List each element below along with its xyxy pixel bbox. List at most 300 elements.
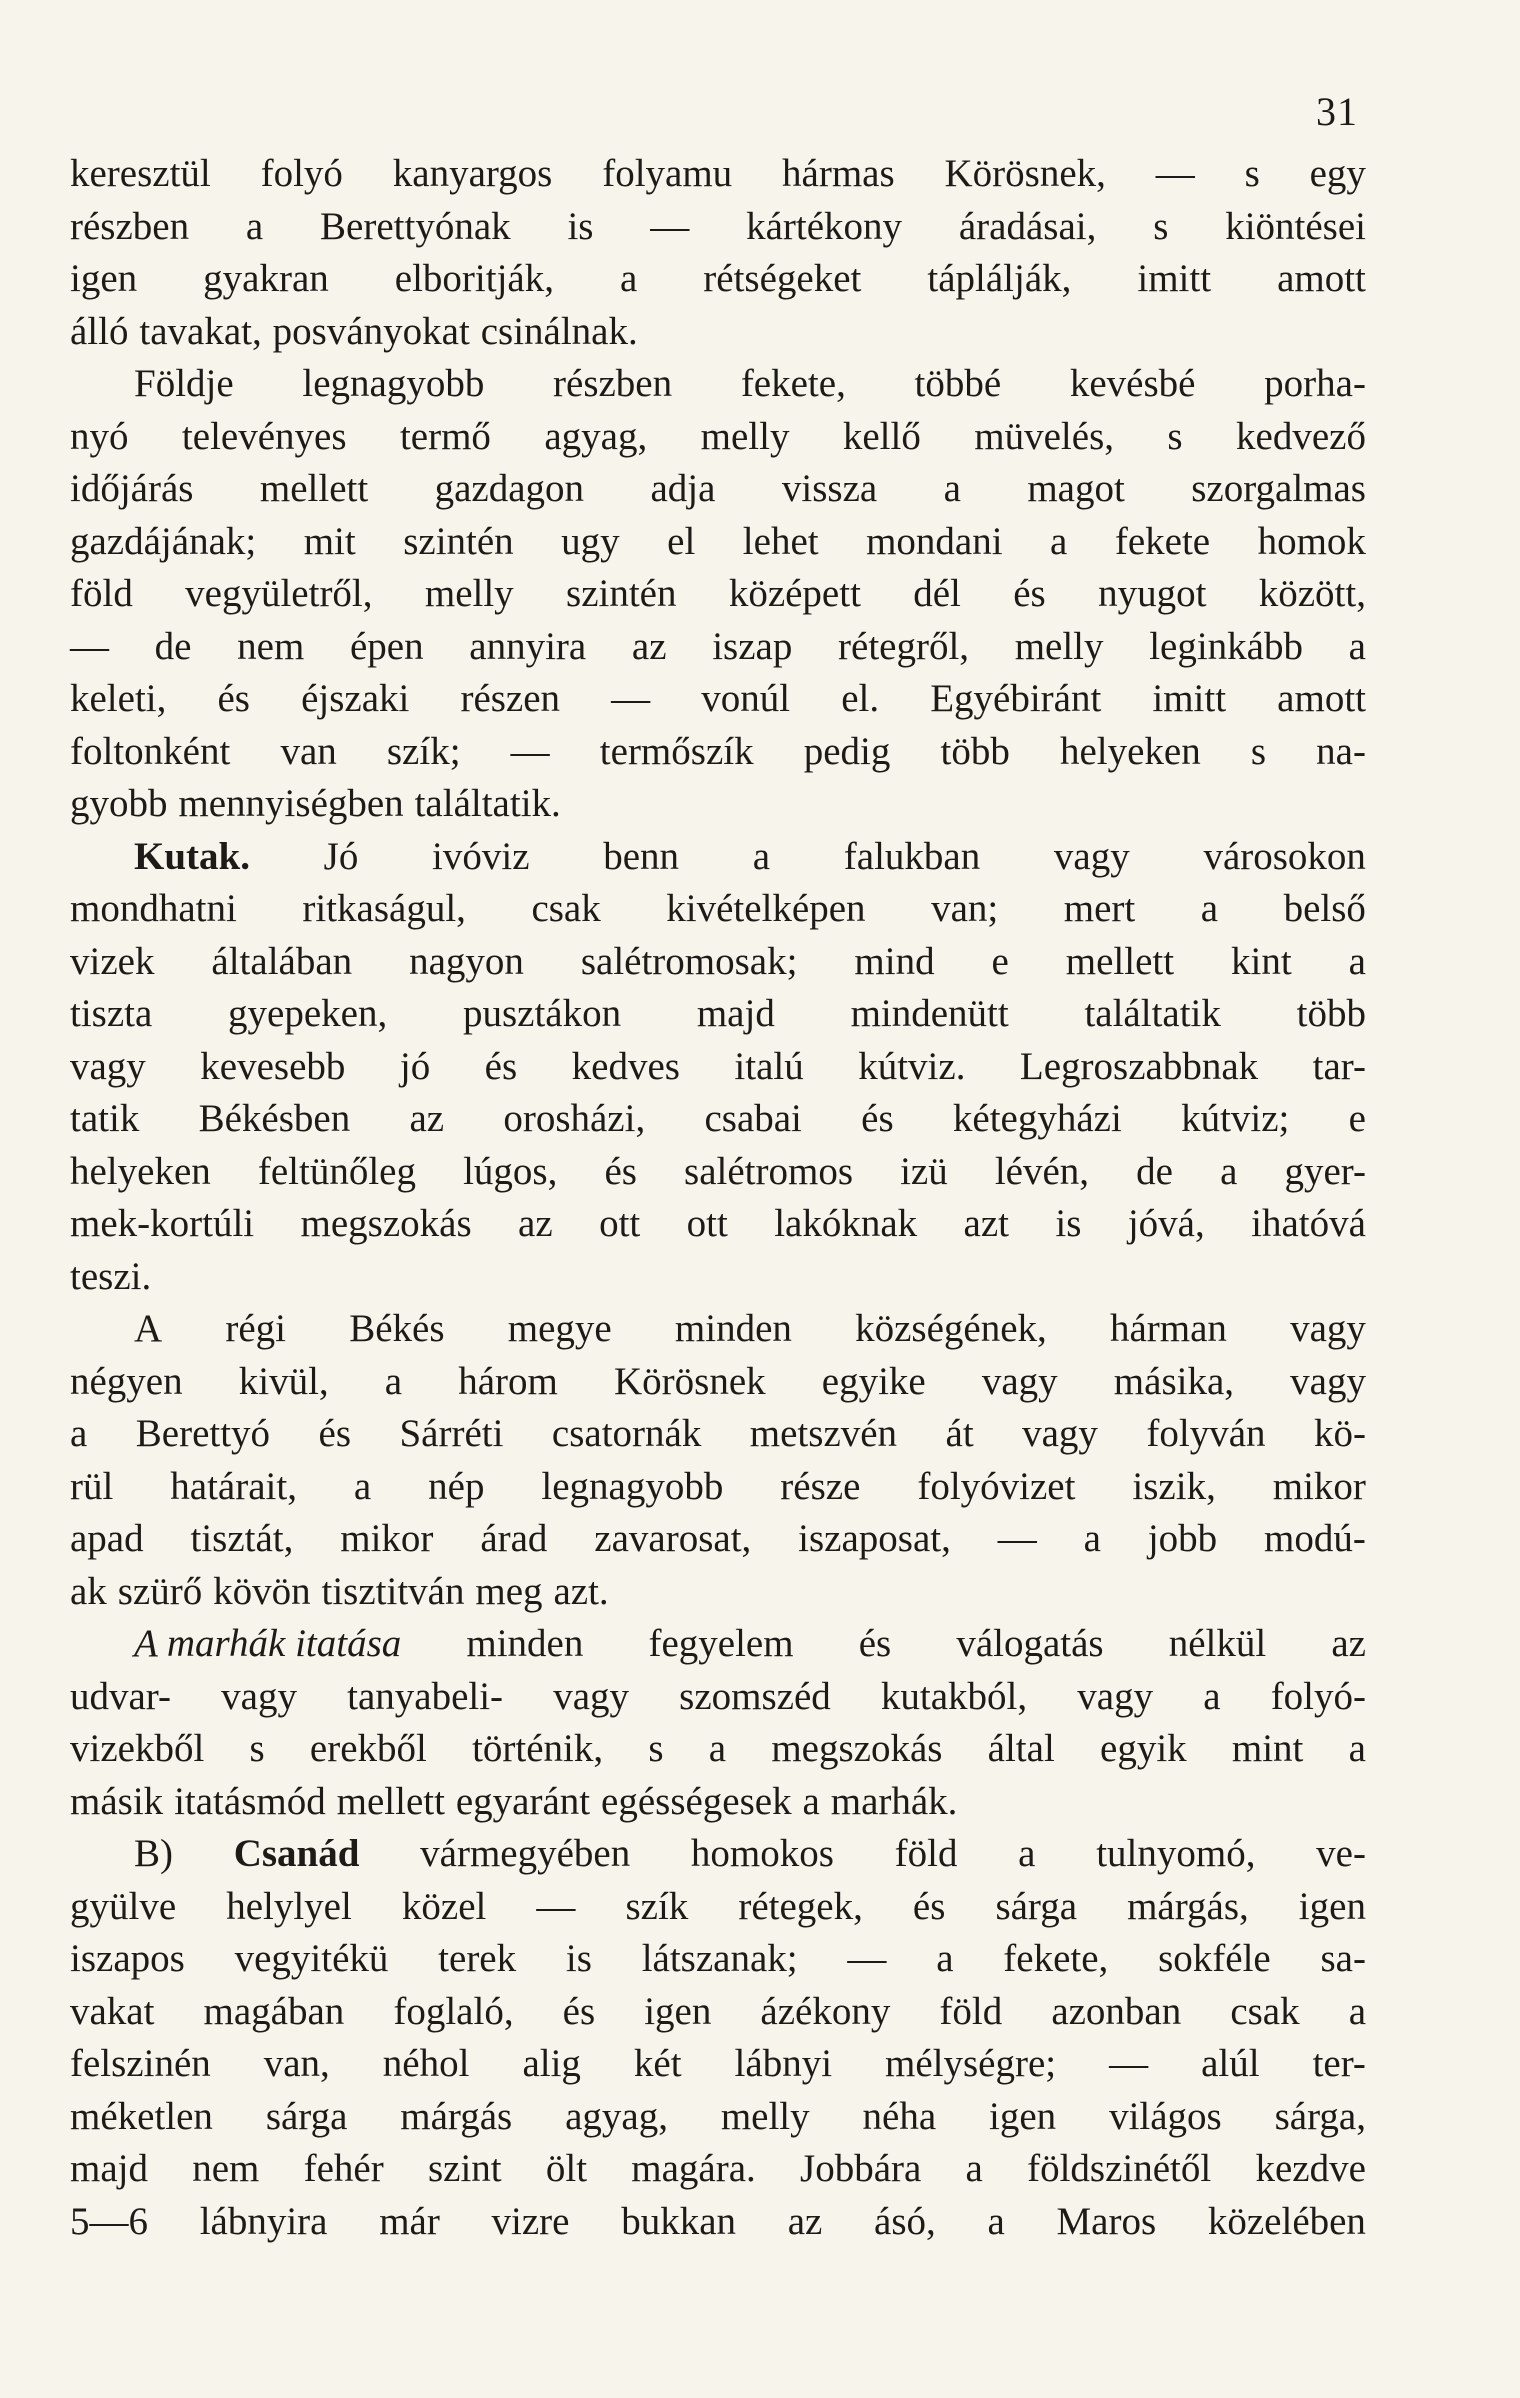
text-line: [70, 1041, 1366, 1094]
word: tisztitván: [321, 1569, 465, 1613]
word: van,: [263, 2042, 330, 2085]
word: a: [708, 1727, 727, 1770]
body-text: [70, 148, 1366, 2248]
word: is: [567, 204, 594, 248]
word: szintén: [566, 572, 677, 615]
word: metszvén: [749, 1412, 898, 1455]
text-line: [70, 883, 1366, 936]
word: kétegyházi: [952, 1097, 1122, 1140]
word: lábnyira: [199, 2199, 328, 2243]
word: fekete,: [740, 362, 846, 405]
word: községének,: [855, 1307, 1047, 1350]
word: ott: [599, 1202, 641, 1245]
word: fekete: [1114, 519, 1211, 563]
word: majd: [70, 2147, 148, 2190]
word: mikor: [340, 1517, 434, 1560]
word: a: [1083, 1517, 1101, 1560]
word: vizre: [491, 2199, 570, 2243]
word: minden: [674, 1307, 792, 1350]
word: találtatik: [1084, 992, 1221, 1035]
word: magot: [1027, 467, 1125, 510]
word: gyülve: [70, 1884, 177, 1928]
word: kö-: [1313, 1412, 1366, 1455]
word: gazdagon: [434, 467, 585, 510]
word: és: [217, 677, 250, 720]
word: ritkaságul,: [302, 887, 466, 930]
word: márgás,: [1127, 1884, 1249, 1928]
word: másika,: [1113, 1359, 1235, 1403]
word: vármegyében: [420, 1832, 631, 1875]
text-line: [70, 1356, 1366, 1409]
word: imitt: [1152, 677, 1227, 720]
word: méketlen: [70, 2094, 213, 2138]
word: nyó: [70, 414, 129, 458]
word: vonúl: [701, 677, 791, 720]
text-line: [70, 1146, 1366, 1199]
word: leginkább: [1149, 624, 1303, 668]
word: na-: [1316, 729, 1366, 773]
word: nyugot: [1098, 572, 1207, 615]
word: igen: [1298, 1884, 1366, 1928]
word: mondhatni: [70, 887, 237, 930]
word: a: [802, 1779, 820, 1823]
word: ihatóvá: [1251, 1202, 1366, 1245]
text-line: [70, 253, 1366, 306]
word: agyag,: [565, 2094, 668, 2138]
word: rétegről,: [838, 624, 970, 668]
word: termő: [399, 414, 491, 458]
word: szík;: [386, 729, 461, 773]
text-line: [70, 726, 1366, 779]
word: időjárás: [70, 467, 194, 510]
word: vegyületről,: [185, 572, 373, 615]
word: szomszéd: [679, 1674, 831, 1718]
word: az: [1331, 1622, 1366, 1665]
word: Legroszabbnak: [1019, 1044, 1259, 1088]
word: föld: [894, 1832, 958, 1875]
word: erekből: [309, 1727, 427, 1770]
word: egyaránt: [455, 1779, 591, 1823]
word: Egyébiránt: [930, 677, 1102, 720]
word: lúgos,: [463, 1149, 558, 1193]
word: kútviz;: [1181, 1097, 1290, 1140]
word: ugy: [561, 519, 620, 563]
word: Földje: [134, 362, 234, 405]
word: pedig: [803, 729, 891, 773]
word: el: [667, 519, 696, 563]
word: át: [945, 1412, 974, 1455]
word: belső: [1283, 887, 1366, 930]
word: kevesebb: [200, 1044, 346, 1088]
word: mek-kortúli: [70, 1202, 255, 1245]
word: mellett: [259, 467, 369, 510]
word: vagy: [1077, 1674, 1154, 1718]
word: de: [1136, 1149, 1173, 1193]
word: az: [518, 1202, 553, 1245]
word: igen: [644, 1989, 712, 2033]
word: jó: [399, 1044, 431, 1088]
word: és: [1013, 572, 1046, 615]
word: marhák.: [830, 1779, 958, 1823]
word: szorgalmas: [1191, 467, 1366, 510]
word: —: [847, 1937, 887, 1980]
text-line: [70, 621, 1366, 674]
word: a: [245, 204, 264, 248]
text-line: [70, 358, 1366, 411]
text-line: [70, 1618, 1366, 1671]
word: több: [1296, 992, 1366, 1035]
word: s: [1244, 152, 1260, 195]
word: csinálnak.: [480, 309, 638, 353]
word: csatornák: [551, 1412, 702, 1455]
word: néhol: [382, 2042, 470, 2085]
word: melly: [1014, 624, 1104, 668]
word: kivételképen: [666, 887, 866, 930]
word: vizek: [70, 939, 155, 983]
word: ve-: [1316, 1832, 1366, 1875]
word: vagy: [1290, 1359, 1366, 1403]
word: salétromos: [684, 1149, 853, 1193]
word: s: [1250, 729, 1267, 773]
text-line: [70, 1776, 1366, 1829]
word: éjszaki: [301, 677, 410, 720]
word: pusztákon: [462, 992, 622, 1035]
word: lehet: [742, 519, 819, 563]
word: egésségesek: [601, 1779, 792, 1823]
word: mert: [1063, 887, 1136, 930]
word: e: [1348, 1097, 1366, 1140]
word: mindenütt: [850, 992, 1009, 1035]
word: Berettyó: [135, 1412, 271, 1455]
word: a: [353, 1464, 372, 1508]
word: televényes: [181, 414, 347, 458]
word: majd: [696, 992, 775, 1035]
word: magában: [203, 1989, 345, 2033]
word: iszap: [712, 624, 793, 668]
word: között,: [1258, 572, 1366, 615]
word: nem: [237, 624, 305, 668]
word: ter-: [1312, 2042, 1366, 2085]
word: tiszta: [70, 992, 153, 1035]
word: dél: [913, 572, 961, 615]
text-line: [70, 306, 1366, 359]
word: mint: [1231, 1727, 1304, 1770]
word: és: [484, 1044, 518, 1088]
word: többé: [914, 362, 1002, 405]
text-line: [70, 411, 1366, 464]
word: általában: [211, 939, 353, 983]
word: föld: [70, 572, 133, 615]
word: posványokat: [272, 309, 470, 353]
word: helylyel: [226, 1884, 352, 1928]
word: látszanak;: [641, 1937, 798, 1980]
word: 5—6: [70, 2199, 148, 2243]
word: melly: [720, 2094, 810, 2138]
word: közelében: [1207, 2199, 1366, 2243]
text-line: [70, 463, 1366, 516]
word: a: [619, 257, 638, 300]
word: bukkan: [621, 2199, 736, 2243]
word: legnagyobb: [302, 362, 485, 405]
word: rétségeket: [703, 257, 862, 300]
word: történik,: [472, 1727, 604, 1770]
word: legnagyobb: [541, 1464, 724, 1508]
word: régi: [225, 1307, 287, 1350]
word: Körösnek,: [944, 152, 1106, 195]
word: sárga: [995, 1884, 1078, 1928]
word: kezdve: [1255, 2147, 1366, 2190]
word: amott: [1277, 677, 1366, 720]
word: az: [631, 624, 667, 668]
word: megszokás: [300, 1202, 472, 1245]
word: válogatás: [956, 1622, 1104, 1665]
word: az: [409, 1097, 445, 1140]
word: vizekből: [70, 1727, 205, 1770]
word: egy: [1309, 152, 1366, 195]
word: porha-: [1264, 362, 1366, 405]
word: kanyargos: [392, 152, 553, 195]
word: határait,: [170, 1464, 297, 1508]
text-line: [70, 2091, 1366, 2144]
word: keresztül: [70, 152, 211, 195]
word: homokos: [690, 1832, 834, 1875]
word: földszinétől: [1027, 2147, 1212, 2190]
word: iszapos: [70, 1937, 185, 1980]
word: benn: [603, 834, 680, 878]
word: van;: [931, 887, 999, 930]
text-line: [70, 201, 1366, 254]
word: által: [987, 1727, 1055, 1770]
word: részen: [460, 677, 561, 720]
word: gyobb: [70, 782, 168, 825]
word: a: [384, 1359, 403, 1403]
word: márgás: [400, 2094, 513, 2138]
word: melly: [424, 572, 514, 615]
word: vagy: [221, 1674, 297, 1718]
word: részben: [553, 362, 673, 405]
word: a: [1348, 624, 1366, 668]
word: müvelés,: [974, 414, 1114, 458]
word: magára.: [631, 2147, 756, 2190]
word: imitt: [1137, 257, 1212, 300]
word: tanyabeli-: [347, 1674, 504, 1718]
text-line: [70, 1986, 1366, 2039]
word: felszinén: [70, 2042, 211, 2085]
word: és: [604, 1149, 637, 1193]
text-line: [70, 148, 1366, 201]
word: már: [379, 2199, 440, 2243]
word: folyó: [260, 152, 343, 195]
word: másik: [70, 1779, 164, 1823]
word: folyó-: [1270, 1674, 1366, 1718]
word: jóvá,: [1127, 1202, 1205, 1245]
word: elboritják,: [394, 257, 554, 300]
word: Körösnek: [614, 1359, 766, 1403]
text-line: [70, 568, 1366, 621]
word: részben: [70, 204, 190, 248]
word: szint: [427, 2147, 502, 2190]
word: része: [780, 1464, 861, 1508]
word: izü: [900, 1149, 948, 1193]
word: vegyitékü: [234, 1937, 389, 1980]
word: agyag,: [544, 414, 648, 458]
word: a: [936, 1937, 954, 1980]
word: foglaló,: [393, 1989, 514, 2033]
word: és: [318, 1412, 352, 1455]
word: —: [510, 729, 550, 773]
word: alúl: [1201, 2042, 1260, 2085]
word: áradásai,: [958, 204, 1097, 248]
word: Maros: [1056, 2199, 1157, 2243]
word: homok: [1257, 519, 1366, 563]
word: megszokás: [771, 1727, 943, 1770]
word: e: [991, 939, 1009, 983]
word: fegyelem: [648, 1622, 794, 1665]
word: csabai: [704, 1097, 802, 1140]
word: gazdájának;: [70, 519, 257, 563]
word: mit: [303, 519, 356, 563]
word: az: [787, 2199, 823, 2243]
text-line: [70, 1513, 1366, 1566]
text-line: [70, 2196, 1366, 2249]
word: melly: [700, 414, 790, 458]
word: közel: [401, 1884, 487, 1928]
word: iszik,: [1132, 1464, 1216, 1508]
word: vagy: [1022, 1412, 1098, 1455]
word: vagy: [70, 1044, 146, 1088]
word: Békés: [349, 1307, 445, 1350]
word: kövön: [213, 1569, 311, 1613]
word: rétegek,: [738, 1884, 863, 1928]
word: sokféle: [1158, 1937, 1271, 1980]
word: Sárréti: [399, 1412, 504, 1455]
text-line: [70, 2038, 1366, 2091]
word: folyván: [1146, 1412, 1266, 1455]
word: vagy: [1053, 834, 1130, 878]
word: föld: [939, 1989, 1003, 2033]
word: minden: [466, 1622, 584, 1665]
word: hárman: [1109, 1307, 1227, 1350]
word: három: [458, 1359, 558, 1403]
word: tar-: [1312, 1044, 1366, 1088]
word: jobb: [1147, 1517, 1218, 1560]
word: ásó,: [874, 2199, 936, 2243]
word: igen: [989, 2094, 1057, 2138]
word: s: [249, 1727, 265, 1770]
word: kevésbé: [1069, 362, 1196, 405]
word: modú-: [1264, 1517, 1366, 1560]
word: s: [648, 1727, 664, 1770]
word: falukban: [843, 834, 981, 878]
text-line: [70, 516, 1366, 569]
word: kutakból,: [880, 1674, 1028, 1718]
word: helyeken: [70, 1149, 211, 1193]
text-line: [70, 778, 1366, 831]
word: Békésben: [198, 1097, 351, 1140]
word: és: [861, 1097, 894, 1140]
word: két: [633, 2042, 682, 2085]
word: néha: [862, 2094, 937, 2138]
word: gyakran: [203, 257, 329, 300]
word: a: [70, 1412, 88, 1455]
word: kedvező: [1236, 414, 1366, 458]
word: a: [1018, 1832, 1036, 1875]
word: és: [912, 1884, 946, 1928]
word: s: [1153, 204, 1169, 248]
text-line: [70, 1723, 1366, 1776]
word: egyik: [1100, 1727, 1187, 1770]
word: épen: [349, 624, 424, 668]
word: kiöntései: [1225, 204, 1366, 248]
text-line: [70, 1566, 1366, 1619]
word: vagy: [981, 1359, 1058, 1403]
word: csak: [1230, 1989, 1300, 2033]
text-line: [70, 1408, 1366, 1461]
word: teszi.: [70, 1254, 152, 1298]
word: nép: [428, 1464, 485, 1508]
word: a: [987, 2199, 1005, 2243]
word: helyeken: [1059, 729, 1201, 773]
word: iszaposat,: [798, 1517, 951, 1560]
word: több: [940, 729, 1010, 773]
word: gyepeken,: [228, 992, 388, 1035]
word: italú: [734, 1044, 804, 1088]
word: gyer-: [1284, 1149, 1366, 1193]
text-line: [70, 1671, 1366, 1724]
word: nagyon: [409, 939, 524, 983]
word: folyóvizet: [917, 1464, 1076, 1508]
word: vagy: [553, 1674, 629, 1718]
word: rül: [70, 1464, 114, 1508]
word: foltonként: [70, 729, 231, 773]
word: egyike: [821, 1359, 926, 1403]
text-line: [70, 1303, 1366, 1356]
word: mikor: [1272, 1464, 1366, 1508]
word: lévén,: [994, 1149, 1090, 1193]
word: azonban: [1051, 1989, 1182, 2033]
word: kint: [1231, 939, 1292, 983]
word: hármas: [782, 152, 895, 195]
word: Jó: [323, 834, 359, 878]
word: a: [1203, 1674, 1221, 1718]
word: feltünőleg: [257, 1149, 416, 1193]
word: udvar-: [70, 1674, 172, 1718]
word: —: [650, 204, 690, 248]
word: a: [965, 2147, 983, 2190]
word: vakat: [70, 1989, 155, 2033]
word: sa-: [1320, 1937, 1366, 1980]
word: tulnyomó,: [1096, 1832, 1256, 1875]
word: a: [1348, 939, 1366, 983]
word: Jobbára: [800, 2147, 922, 2190]
word: Berettyónak: [320, 204, 511, 248]
italic-phrase: A marhák itatása: [134, 1622, 402, 1665]
word: terek: [438, 1937, 517, 1980]
word: —: [1109, 2042, 1149, 2085]
word: —: [1155, 152, 1195, 195]
word: négyen: [70, 1359, 183, 1403]
word: mélységre;: [885, 2042, 1057, 2085]
word: kedves: [571, 1044, 680, 1088]
text-line: [70, 988, 1366, 1041]
word: sárga,: [1274, 2094, 1366, 2138]
word: meg: [475, 1569, 543, 1613]
word: és: [562, 1989, 596, 2033]
word: fekete,: [1003, 1937, 1109, 1980]
word: ak: [70, 1569, 107, 1613]
word: termőszík: [599, 729, 754, 773]
text-line: [70, 1251, 1366, 1304]
